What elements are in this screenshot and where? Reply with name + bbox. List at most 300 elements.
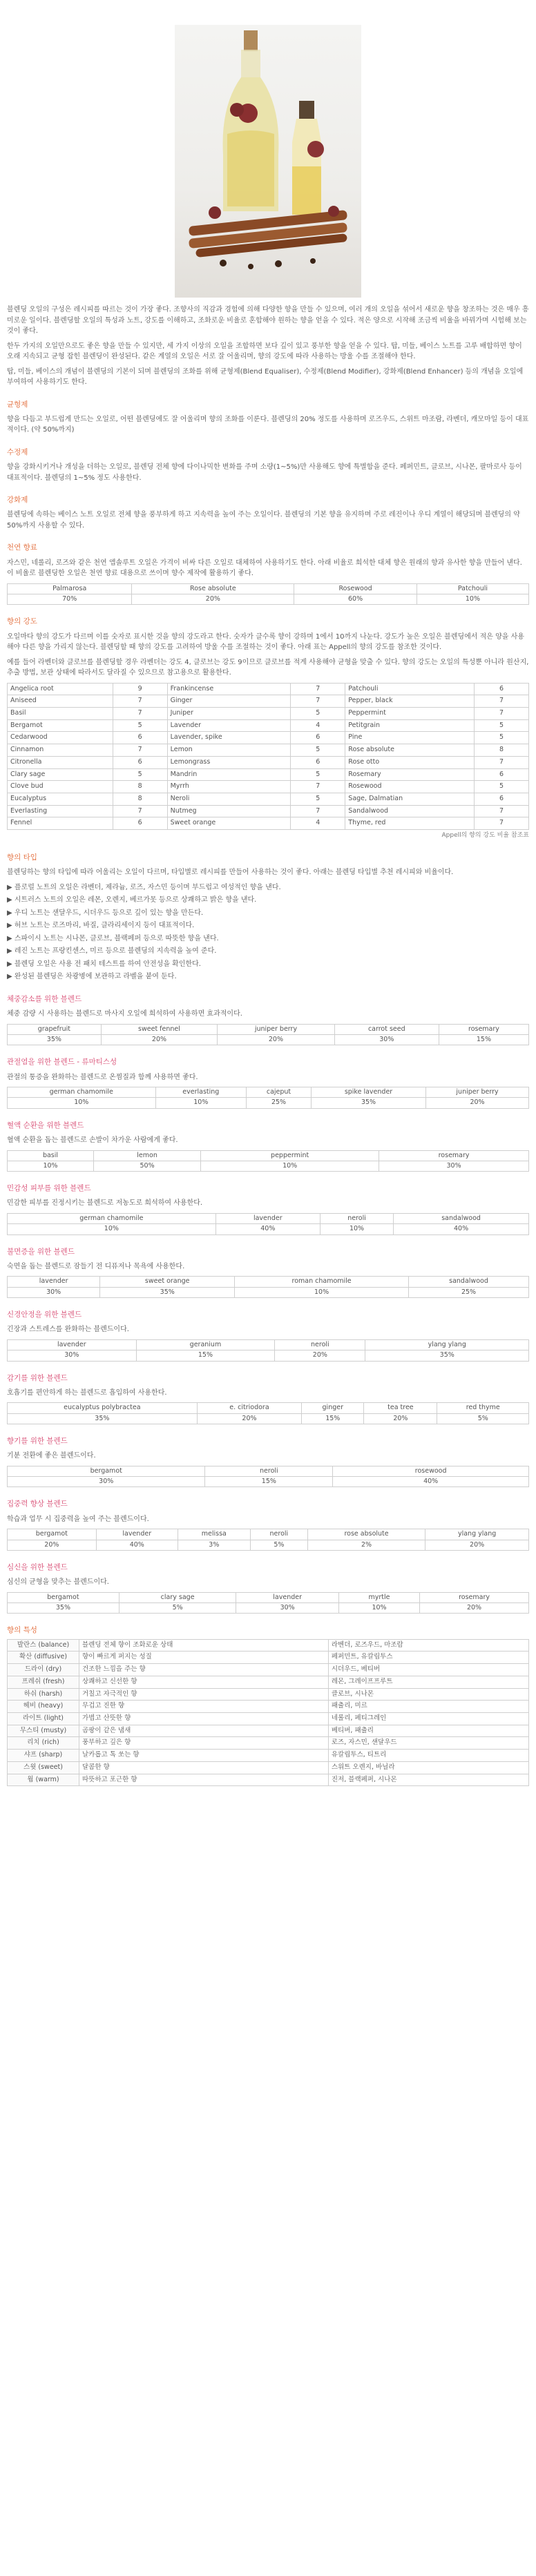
table-cell: 스윗 (sweet) [8, 1761, 79, 1774]
table-cell: 20% [420, 1603, 529, 1614]
table-cell: 헤비 (heavy) [8, 1701, 79, 1713]
recipe-body: 관절의 통증을 완화하는 블렌드로 온찜질과 함께 사용하면 좋다. [7, 1073, 198, 1081]
table-cell: 60% [294, 594, 417, 604]
section-modifier [7, 447, 529, 483]
table-cell: ylang ylang [365, 1339, 529, 1350]
table-row [8, 707, 529, 719]
table-cell: 샤프 (sharp) [8, 1750, 79, 1762]
tip-item: ▶ 완성된 블렌딩은 차광병에 보관하고 라벨을 붙여 둔다. [7, 973, 177, 981]
recipe-section [7, 1120, 529, 1172]
table-cell: 레몬, 그레이프프루트 [328, 1676, 528, 1688]
table-cell: lemon [94, 1150, 201, 1161]
table-cell: rosemary [379, 1150, 529, 1161]
table-row [8, 1034, 529, 1045]
table-cell: 유칼립투스, 티트리 [328, 1750, 528, 1762]
table-row [8, 1737, 529, 1750]
table-cell: 7 [475, 707, 529, 719]
table-cell: 20% [275, 1350, 365, 1361]
recipe-body: 심신의 균형을 맞추는 블렌드이다. [7, 1578, 109, 1587]
table-cell: rosewood [333, 1466, 529, 1476]
table-row [8, 695, 529, 708]
table-cell: 5 [475, 781, 529, 793]
table-cell: 풍부하고 깊은 향 [79, 1737, 329, 1750]
table-cell: e. citriodora [197, 1403, 302, 1413]
table-cell: 8 [475, 744, 529, 757]
table-cell: 5 [291, 793, 345, 805]
table-cell: 20% [197, 1413, 302, 1424]
tip-item: ▶ 플로럴 노트의 오일은 라벤더, 제라늄, 로즈, 자스민 등이며 부드럽고 여성적인 향을 낸다. [7, 883, 281, 891]
table-cell: 40% [333, 1477, 529, 1487]
table-cell: 5% [250, 1540, 307, 1550]
recipe-title: 민감성 피부를 위한 블렌드 [7, 1184, 91, 1193]
table-cell: 리치 (rich) [8, 1737, 79, 1750]
table-row [8, 768, 529, 781]
table-row [8, 1098, 529, 1108]
section-natural [7, 542, 529, 579]
recipe-section [7, 1309, 529, 1361]
table-cell: 25% [247, 1098, 312, 1108]
section-terms [7, 1625, 529, 1786]
table-cell: 10% [235, 1287, 409, 1297]
table-cell: 클로브, 시나몬 [328, 1688, 528, 1701]
table-cell: Lavender [167, 719, 291, 732]
table-cell: 7 [291, 695, 345, 708]
recipe-title: 신경안정을 위한 블렌드 [7, 1310, 82, 1319]
table-cell: 베티버, 패츌리 [328, 1725, 528, 1737]
table-row [8, 1150, 529, 1161]
table-cell: 7 [291, 781, 345, 793]
table-cell: geranium [136, 1339, 275, 1350]
table-caption: Appell의 향의 강도 비율 참조표 [441, 832, 529, 840]
section-body: 블렌딩하는 향의 타입에 따라 어울리는 오일이 다르며, 타입별로 레시피를 만들어 사용하는 것이 좋다. 아래는 블렌딩 타입별 추천 레시피와 비율이다. [7, 869, 454, 877]
table-cell: Rose absolute [132, 583, 294, 594]
table-cell: Lemon [167, 744, 291, 757]
table-cell: 5 [291, 744, 345, 757]
article [0, 25, 536, 1786]
table-cell: spike lavender [311, 1087, 425, 1098]
recipe-section [7, 1498, 529, 1550]
recipe-title: 관절염을 위한 블렌드 - 류마티스성 [7, 1058, 117, 1067]
table-row [8, 1024, 529, 1034]
table-cell: 20% [132, 594, 294, 604]
table-cell: 6 [475, 793, 529, 805]
table-cell: neroli [320, 1213, 393, 1223]
table-cell: 40% [394, 1224, 529, 1234]
table-row [8, 1213, 529, 1223]
table-cell: 무스티 (musty) [8, 1725, 79, 1737]
table-cell: 10% [338, 1603, 419, 1614]
table-cell: 35% [8, 1034, 102, 1045]
table-cell: 5% [437, 1413, 529, 1424]
table-cell: juniper berry [426, 1087, 529, 1098]
table-cell: tea tree [364, 1403, 437, 1413]
table-row [8, 1403, 529, 1413]
table-cell: 달콤한 향 [79, 1761, 329, 1774]
table-cell: Citronella [8, 756, 113, 768]
table-cell: 6 [113, 756, 167, 768]
table-cell: 하쉬 (harsh) [8, 1688, 79, 1701]
table-cell: ylang ylang [425, 1529, 529, 1540]
table-cell: rosemary [420, 1592, 529, 1602]
table-cell: 35% [365, 1350, 529, 1361]
table-cell: 7 [113, 744, 167, 757]
recipe-section [7, 1562, 529, 1614]
table-cell: Rosemary [345, 768, 475, 781]
oil-bottle-image [220, 30, 281, 217]
table-cell: lavender [96, 1529, 178, 1540]
table-cell: 20% [101, 1034, 218, 1045]
table-cell: 35% [8, 1603, 119, 1614]
tip-item: ▶ 스파이시 노트는 시나몬, 클로브, 블랙페퍼 등으로 따뜻한 향을 낸다. [7, 934, 219, 942]
table-cell: 라이트 (light) [8, 1712, 79, 1725]
table-cell: 30% [8, 1350, 137, 1361]
section-body: 자스민, 네롤리, 로즈와 같은 천연 앱솔루트 오일은 가격이 비싸 다른 오일로 대체하여 사용하기도 한다. 아래 비율로 희석한 대체 향은 원래의 향과 유사한 향을 만들어 낸다. 이 비율로 블렌딩한 오일은 천연 향료 대용으로 쓰이며 향수 제작에 활용하기 좋다. [7, 559, 522, 578]
table-cell: sandalwood [394, 1213, 529, 1223]
recipe-section [7, 994, 529, 1045]
cinnamon-sticks-image [175, 197, 361, 280]
table-cell: Everlasting [8, 805, 113, 817]
table-cell: Clary sage [8, 768, 113, 781]
table-cell: 70% [8, 594, 132, 604]
table-cell: 30% [8, 1287, 100, 1297]
recipe-title: 감기를 위한 블렌드 [7, 1373, 68, 1382]
table-cell: Fennel [8, 817, 113, 830]
table-cell: neroli [275, 1339, 365, 1350]
table-cell: Rosewood [294, 583, 417, 594]
section-types [7, 852, 529, 982]
terms-table [7, 1639, 529, 1787]
table-cell: 날카롭고 톡 쏘는 향 [79, 1750, 329, 1762]
table-row [8, 732, 529, 744]
table-cell: Palmarosa [8, 583, 132, 594]
table-cell: 20% [364, 1413, 437, 1424]
table-cell: Lavender, spike [167, 732, 291, 744]
table-cell: Juniper [167, 707, 291, 719]
recipe-body: 기분 전환에 좋은 블렌드이다. [7, 1452, 96, 1460]
table-cell: 프레쉬 (fresh) [8, 1676, 79, 1688]
table-cell: 5 [113, 768, 167, 781]
table-cell: 30% [379, 1161, 529, 1171]
table-row [8, 1774, 529, 1786]
table-cell: 6 [113, 732, 167, 744]
recipe-title: 불면증을 위한 블렌드 [7, 1247, 75, 1256]
table-cell: 40% [216, 1224, 320, 1234]
table-cell: lavender [236, 1592, 339, 1602]
section-title: 천연 향료 [7, 543, 37, 552]
section-title: 균형제 [7, 400, 28, 409]
table-cell: 10% [320, 1224, 393, 1234]
table-cell: myrtle [338, 1592, 419, 1602]
table-row [8, 1087, 529, 1098]
table-cell: 6 [475, 683, 529, 695]
table-cell: 20% [426, 1098, 529, 1108]
table-cell: Aniseed [8, 695, 113, 708]
table-cell: 2% [307, 1540, 425, 1550]
recipe-title: 체중감소를 위한 블렌드 [7, 994, 82, 1003]
table-row [8, 1477, 529, 1487]
table-cell: 7 [113, 805, 167, 817]
recipes [7, 994, 529, 1614]
tip-item: ▶ 우디 노트는 샌달우드, 시더우드 등으로 깊이 있는 향을 만든다. [7, 909, 204, 917]
recipe-section [7, 1056, 529, 1108]
table-row [8, 1712, 529, 1725]
table-row [8, 1725, 529, 1737]
tip-item: ▶ 블렌딩 오일은 사용 전 패치 테스트를 하여 안전성을 확인한다. [7, 960, 201, 968]
table-cell: german chamomile [8, 1087, 156, 1098]
table-cell: Frankincense [167, 683, 291, 695]
table-cell: 10% [8, 1098, 156, 1108]
recipe-table [7, 1087, 529, 1109]
table-cell: lavender [8, 1339, 137, 1350]
recipe-body: 민감한 피부를 진정시키는 블렌드로 저농도로 희석하여 사용한다. [7, 1199, 203, 1208]
table-cell: Mandrin [167, 768, 291, 781]
table-row [8, 1603, 529, 1614]
table-cell: Eucalyptus [8, 793, 113, 805]
recipe-table [7, 1529, 529, 1551]
table-cell: 10% [417, 594, 528, 604]
table-cell: 20% [218, 1034, 334, 1045]
table-cell: 7 [291, 805, 345, 817]
table-row [8, 1466, 529, 1476]
table-cell: lavender [8, 1277, 100, 1287]
strength-table [7, 683, 529, 831]
table-cell: 7 [113, 695, 167, 708]
table-row [8, 1750, 529, 1762]
recipe-title: 혈액 순환을 위한 블렌드 [7, 1121, 84, 1130]
table-cell: 5 [475, 719, 529, 732]
table-row [8, 1592, 529, 1602]
table-cell: 9 [113, 683, 167, 695]
table-cell: sandalwood [409, 1277, 529, 1287]
table-cell: lavender [216, 1213, 320, 1223]
table-cell: clary sage [119, 1592, 236, 1602]
recipe-body: 숙면을 돕는 블렌드로 잠들기 전 디퓨저나 목욕에 사용한다. [7, 1262, 185, 1270]
section-enhancer [7, 494, 529, 531]
table-cell: 40% [96, 1540, 178, 1550]
table-cell: 5% [119, 1603, 236, 1614]
table-cell: melissa [178, 1529, 250, 1540]
table-row [8, 805, 529, 817]
table-cell: 35% [100, 1287, 235, 1297]
table-row [8, 1701, 529, 1713]
recipe-section [7, 1435, 529, 1487]
table-cell: cajeput [247, 1087, 312, 1098]
recipe-table [7, 1276, 529, 1298]
table-cell: Bergamot [8, 719, 113, 732]
table-row [8, 1676, 529, 1688]
section-title: 향의 특성 [7, 1626, 37, 1635]
essential-oil-photo [175, 25, 361, 298]
table-cell: ginger [302, 1403, 364, 1413]
table-cell: peppermint [201, 1150, 379, 1161]
table-cell: 6 [291, 732, 345, 744]
table-cell: bergamot [8, 1466, 205, 1476]
table-row [8, 744, 529, 757]
table-row [8, 1652, 529, 1664]
table-cell: 6 [291, 756, 345, 768]
table-cell: 따뜻하고 포근한 향 [79, 1774, 329, 1786]
table-cell: 20% [8, 1540, 97, 1550]
table-cell: 시더우드, 베티버 [328, 1664, 528, 1676]
table-cell: 8 [113, 793, 167, 805]
recipe-table [7, 1466, 529, 1488]
section-intensity [7, 616, 529, 678]
table-row [8, 1688, 529, 1701]
table-cell: 웜 (warm) [8, 1774, 79, 1786]
table-cell: 7 [475, 695, 529, 708]
table-cell: bergamot [8, 1592, 119, 1602]
table-cell: Sweet orange [167, 817, 291, 830]
table-cell: 페퍼민트, 유칼립투스 [328, 1652, 528, 1664]
recipe-title: 향기를 위한 블렌드 [7, 1437, 68, 1446]
table-cell: 네롤리, 페티그레인 [328, 1712, 528, 1725]
table-cell: Cinnamon [8, 744, 113, 757]
table-cell: 로즈, 자스민, 샌달우드 [328, 1737, 528, 1750]
table-cell: 15% [205, 1477, 333, 1487]
section-body: 예를 들어 라벤더와 클로브를 블렌딩할 경우 라벤더는 강도 4, 클로브는 강도 9이므로 클로브를 적게 사용해야 균형을 맞출 수 있다. 향의 강도는 오일의 특성뿐 아니라 원산지, 추출 방법, 보관 상태에 따라서도 달라질 수 있으므로 참고용으로 활용한다. [7, 658, 529, 677]
recipe-title: 집중력 향상 블렌드 [7, 1500, 68, 1509]
recipe-table [7, 1213, 529, 1235]
table-cell: 5 [291, 707, 345, 719]
table-cell: german chamomile [8, 1213, 216, 1223]
table-cell: Rose otto [345, 756, 475, 768]
table-cell: 15% [136, 1350, 275, 1361]
recipe-table [7, 1150, 529, 1172]
table-cell: 거칠고 자극적인 향 [79, 1688, 329, 1701]
table-cell: 4 [291, 719, 345, 732]
table-cell: Peppermint [345, 707, 475, 719]
table-cell: 15% [439, 1034, 528, 1045]
table-cell: Patchouli [345, 683, 475, 695]
table-cell: 3% [178, 1540, 250, 1550]
table-cell: Cedarwood [8, 732, 113, 744]
table-cell: Basil [8, 707, 113, 719]
table-cell: Ginger [167, 695, 291, 708]
recipe-section [7, 1373, 529, 1424]
table-cell: neroli [250, 1529, 307, 1540]
table-cell: Sage, Dalmatian [345, 793, 475, 805]
table-cell: Lemongrass [167, 756, 291, 768]
table-row [8, 1224, 529, 1234]
intro-paragraph: 탑, 미들, 베이스의 개념이 블렌딩의 기본이 되며 블렌딩의 조화를 위해 균형제(Blend Equaliser), 수정제(Blend Modifier), 강화제(Blend Enhancer) 등의 개념을 오일에 부여하여 사용하기도 한다. [7, 367, 524, 386]
section-title: 수정제 [7, 447, 28, 456]
recipe-section [7, 1183, 529, 1234]
intro-section [7, 304, 529, 388]
table-cell: neroli [205, 1466, 333, 1476]
table-row [8, 1161, 529, 1171]
table-cell: eucalyptus polybractea [8, 1403, 198, 1413]
table-cell: roman chamomile [235, 1277, 409, 1287]
section-body: 블렌딩에 속하는 베이스 노트 오일로 전체 향을 풍부하게 하고 지속력을 높여 주는 오일이다. 블렌딩의 기본 향을 유지하며 주로 레진이나 우디 계열이 해당되며 블렌딩의 약 50%까지 사용할 수 있다. [7, 511, 520, 530]
recipe-table [7, 1339, 529, 1362]
recipe-body: 호흡기를 편안하게 하는 블렌드로 흡입하여 사용한다. [7, 1388, 167, 1397]
table-cell: Petitgrain [345, 719, 475, 732]
table-cell: bergamot [8, 1529, 97, 1540]
recipe-table [7, 1024, 529, 1046]
table-row [8, 781, 529, 793]
substitute-ratio-table [7, 583, 529, 606]
table-cell: 7 [475, 805, 529, 817]
table-cell: 30% [8, 1477, 205, 1487]
table-cell: 10% [201, 1161, 379, 1171]
table-row [8, 1277, 529, 1287]
recipe-section [7, 1246, 529, 1298]
table-cell: rosemary [439, 1024, 528, 1034]
table-cell: 10% [8, 1224, 216, 1234]
section-body: 오일마다 향의 강도가 다르며 이를 숫자로 표시한 것을 향의 강도라고 한다. 숫자가 클수록 향이 강하며 1에서 10까지 나눈다. 강도가 높은 오일은 블렌딩에서 적은 양을 사용해야 다른 향을 가리지 않는다. 블렌딩할 때 향의 강도를 고려하여 방울 수를 조절하는 것이 좋다. 아래 표는 Appell의 향의 강도를 참조한 것이다. [7, 632, 524, 652]
table-cell: 6 [113, 817, 167, 830]
table-cell: carrot seed [334, 1024, 439, 1034]
table-cell: 5 [113, 719, 167, 732]
table-cell: 7 [475, 817, 529, 830]
table-row [8, 1339, 529, 1350]
table-cell: 10% [8, 1161, 94, 1171]
table-cell: Pepper, black [345, 695, 475, 708]
table-cell: Pine [345, 732, 475, 744]
table-cell: 가볍고 산뜻한 향 [79, 1712, 329, 1725]
table-cell: red thyme [437, 1403, 529, 1413]
table-cell: 8 [113, 781, 167, 793]
table-cell: 진저, 블랙페퍼, 시나몬 [328, 1774, 528, 1786]
table-row [8, 793, 529, 805]
section-title: 강화제 [7, 496, 28, 505]
table-cell: sweet orange [100, 1277, 235, 1287]
table-cell: 30% [236, 1603, 339, 1614]
table-cell: 10% [155, 1098, 246, 1108]
section-title: 향의 강도 [7, 617, 37, 626]
section-body: 향을 강화시키거나 개성을 더하는 오일로, 블렌딩 전체 향에 다이나믹한 변화를 주며 소량(1~5%)만 사용해도 향에 특별함을 준다. 페퍼민트, 클로브, 시나몬, 팔마로사 등이 대표적이다. 블렌딩의 1~5% 정도 사용한다. [7, 463, 522, 482]
table-cell: 7 [475, 756, 529, 768]
table-row [8, 1350, 529, 1361]
table-cell: 6 [475, 768, 529, 781]
table-cell: 드라이 (dry) [8, 1664, 79, 1676]
tip-item: ▶ 시트러스 노트의 오일은 레몬, 오렌지, 베르가못 등으로 상쾌하고 밝은 향을 낸다. [7, 896, 257, 904]
table-cell: 패츌리, 미르 [328, 1701, 528, 1713]
table-cell: Myrrh [167, 781, 291, 793]
table-cell: Rosewood [345, 781, 475, 793]
table-row [8, 1761, 529, 1774]
table-cell: grapefruit [8, 1024, 102, 1034]
tip-item: ▶ 허브 노트는 로즈마리, 바질, 클라리세이지 등이 대표적이다. [7, 922, 195, 930]
table-cell: juniper berry [218, 1024, 334, 1034]
table-cell: 20% [425, 1540, 529, 1550]
table-cell: 곰팡이 같은 냄새 [79, 1725, 329, 1737]
intro-paragraph: 블렌딩 오일의 구성은 레시피를 따르는 것이 가장 좋다. 조향사의 직감과 경험에 의해 다양한 향을 만들 수 있으며, 여러 개의 오일을 섞어서 새로운 향을 창조하는 것은 매우 흥미로운 일이다. 블렌딩할 오일의 특성과 노트, 강도를 이해하고, 조화로운 비율로 혼합해야 원하는 향을 얻을 수 있다. 적은 양으로 시작해 조금씩 비율을 바꿔가며 시험해 보는 것이 좋다. [7, 306, 529, 335]
table-cell: Thyme, red [345, 817, 475, 830]
table-cell: 7 [291, 683, 345, 695]
recipe-body: 학습과 업무 시 집중력을 높여 주는 블렌드이다. [7, 1515, 149, 1523]
table-row [8, 1529, 529, 1540]
table-cell: Clove bud [8, 781, 113, 793]
table-cell: 30% [334, 1034, 439, 1045]
table-cell: 7 [113, 707, 167, 719]
table-cell: Angelica root [8, 683, 113, 695]
table-cell: 확산 (diffusive) [8, 1652, 79, 1664]
recipe-body: 혈액 순환을 돕는 블렌드로 손발이 차가운 사람에게 좋다. [7, 1136, 178, 1145]
table-row [8, 719, 529, 732]
table-cell: 향이 빠르게 퍼지는 성질 [79, 1652, 329, 1664]
table-row [8, 1639, 529, 1652]
intro-paragraph: 한두 가지의 오일만으로도 좋은 향을 만들 수 있지만, 세 가지 이상의 오일을 조합하면 보다 깊이 있고 풍부한 향을 얻을 수 있다. 탑, 미들, 베이스 노트를 고루 배합하면 향이 오래 지속되고 균형 잡힌 블렌딩이 완성된다. 같은 계열의 오일은 서로 잘 어울리며, 향의 강도에 따라 사용하는 방울 수를 조절해야 한다. [7, 342, 522, 360]
table-cell: Neroli [167, 793, 291, 805]
recipe-table [7, 1592, 529, 1614]
tip-item: ▶ 레진 노트는 프랑킨센스, 미르 등으로 블렌딩의 지속력을 높여 준다. [7, 947, 217, 956]
table-row [8, 1540, 529, 1550]
table-cell: Rose absolute [345, 744, 475, 757]
table-cell: 건조한 느낌을 주는 향 [79, 1664, 329, 1676]
table-cell: 무겁고 진한 향 [79, 1701, 329, 1713]
recipe-table [7, 1402, 529, 1424]
